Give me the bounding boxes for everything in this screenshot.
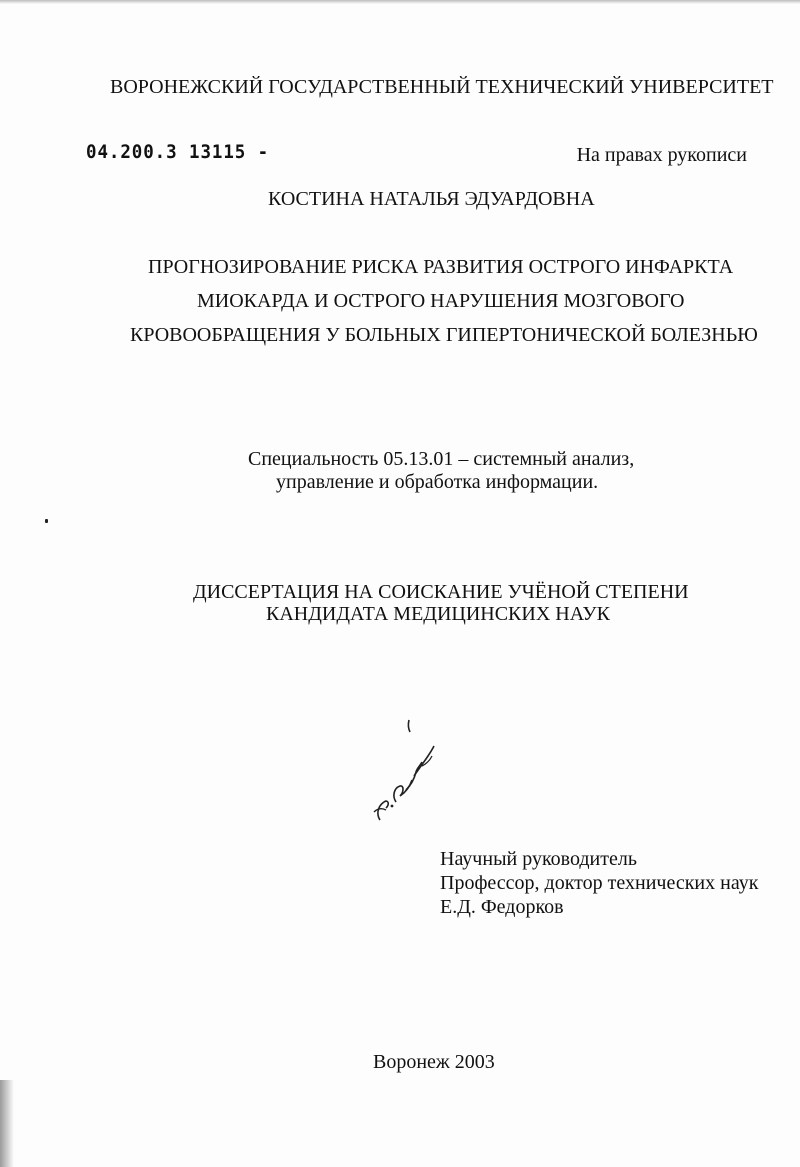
specialty-line: управление и обработка информации.	[276, 471, 599, 493]
manuscript-note: На правах рукописи	[576, 144, 747, 166]
dissertation-line: ДИССЕРТАЦИЯ НА СОИСКАНИЕ УЧЁНОЙ СТЕПЕНИ	[193, 581, 689, 603]
title-line: КРОВООБРАЩЕНИЯ У БОЛЬНЫХ ГИПЕРТОНИЧЕСКОЙ БОЛЕЗНЬЮ	[130, 324, 758, 346]
scan-left-edge	[0, 1080, 14, 1167]
university-name: ВОРОНЕЖСКИЙ ГОСУДАРСТВЕННЫЙ ТЕХНИЧЕСКИЙ УНИВЕРСИТЕТ	[110, 76, 774, 98]
scan-speck	[45, 519, 48, 523]
dissertation-line: КАНДИДАТА МЕДИЦИНСКИХ НАУК	[266, 603, 610, 625]
registration-number: 04.200.3 13115 -	[86, 141, 270, 163]
title-line: МИОКАРДА И ОСТРОГО НАРУШЕНИЯ МОЗГОВОГО	[197, 290, 685, 312]
supervisor-line: Е.Д. Федорков	[440, 896, 564, 918]
scan-top-edge	[0, 0, 800, 4]
specialty-line: Специальность 05.13.01 – системный анализ,	[248, 448, 635, 470]
supervisor-line: Профессор, доктор технических наук	[440, 872, 759, 894]
author-name: КОСТИНА НАТАЛЬЯ ЭДУАРДОВНА	[268, 188, 595, 210]
supervisor-line: Научный руководитель	[440, 848, 637, 870]
title-line: ПРОГНОЗИРОВАНИЕ РИСКА РАЗВИТИЯ ОСТРОГО ИНФАРКТА	[148, 256, 734, 278]
city-year: Воронеж 2003	[373, 1051, 495, 1073]
handwritten-signature-icon	[362, 716, 442, 826]
